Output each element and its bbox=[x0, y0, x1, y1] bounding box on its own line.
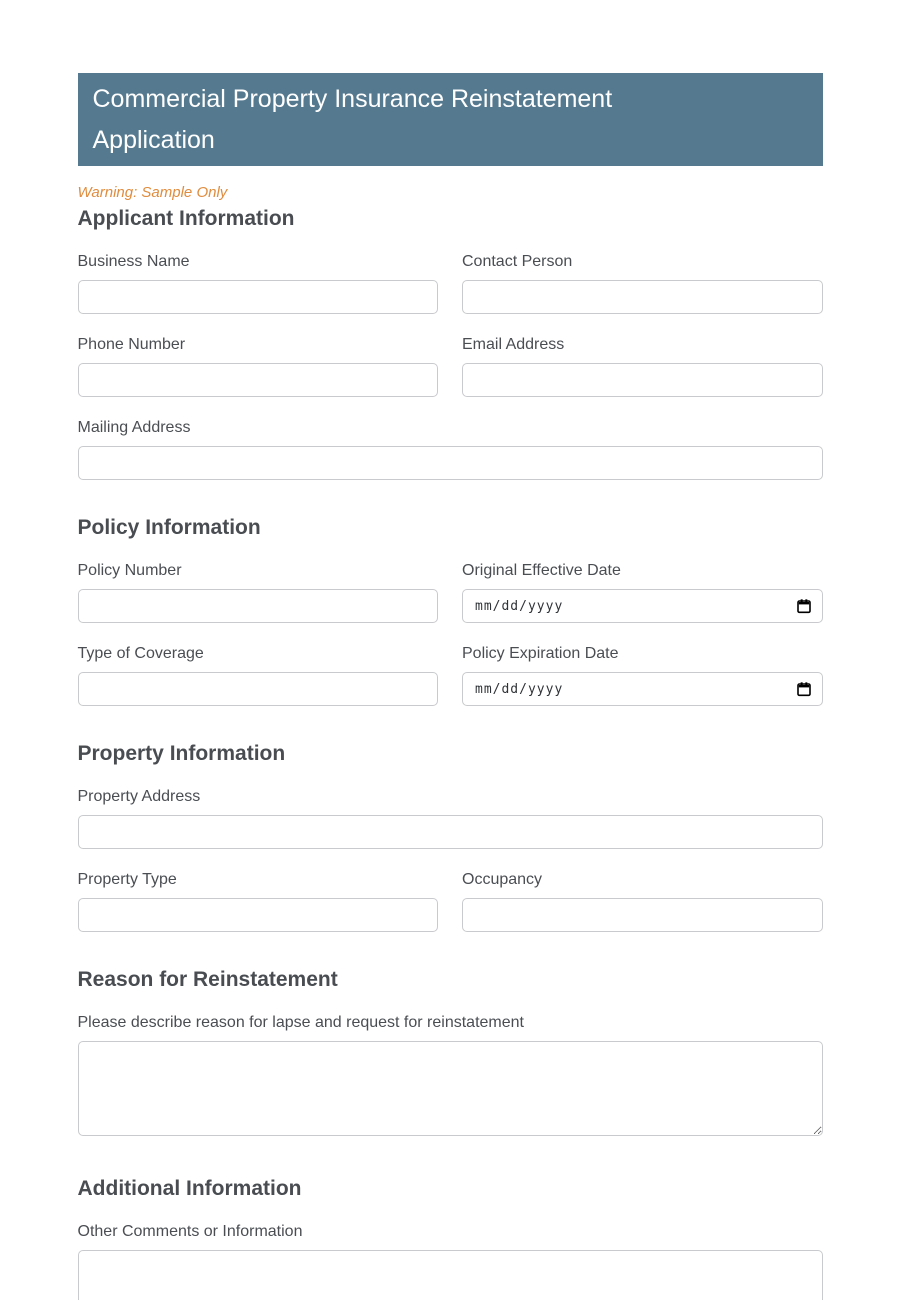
property-address-field-group bbox=[78, 788, 823, 849]
occupancy-input[interactable] bbox=[462, 898, 823, 932]
form-row bbox=[78, 1223, 823, 1300]
email-address-input[interactable] bbox=[462, 363, 823, 397]
mailing-address-input[interactable] bbox=[78, 446, 823, 480]
sample-warning-text: Warning: Sample Only bbox=[77, 184, 228, 201]
type-of-coverage-input[interactable] bbox=[78, 672, 439, 706]
other-comments-textarea[interactable] bbox=[78, 1250, 823, 1300]
property-type-input[interactable] bbox=[78, 898, 439, 932]
form-row bbox=[78, 871, 823, 932]
property-address-input[interactable] bbox=[78, 815, 823, 849]
form-row bbox=[78, 419, 823, 480]
form-row bbox=[78, 788, 823, 849]
property-address-label: Property Address bbox=[77, 788, 201, 805]
other-comments-label: Other Comments or Information bbox=[77, 1223, 303, 1240]
reason-description-field-group bbox=[78, 1014, 823, 1141]
business-name-label: Business Name bbox=[77, 253, 190, 270]
email-address-label: Email Address bbox=[462, 336, 565, 353]
contact-person-label: Contact Person bbox=[462, 253, 573, 270]
section-title-reason-for-reinstatement: Reason for Reinstatement bbox=[77, 968, 338, 991]
calendar-icon[interactable] bbox=[796, 681, 812, 697]
form-title-banner bbox=[78, 73, 823, 166]
policy-expiration-date-field-group bbox=[462, 645, 823, 706]
policy-expiration-date-input[interactable] bbox=[462, 672, 823, 706]
form-container bbox=[78, 0, 823, 1300]
occupancy-label: Occupancy bbox=[462, 871, 543, 888]
property-type-field-group bbox=[78, 871, 439, 932]
section-title-property-information: Property Information bbox=[77, 742, 286, 765]
policy-number-field-group bbox=[78, 562, 439, 623]
phone-number-label: Phone Number bbox=[77, 336, 186, 353]
original-effective-date-field-group bbox=[462, 562, 823, 623]
reason-description-label: Please describe reason for lapse and request for reinstatement bbox=[77, 1014, 524, 1031]
form-title: Commercial Property Insurance Reinstatement Application bbox=[92, 84, 613, 154]
occupancy-field-group bbox=[462, 871, 823, 932]
form-row bbox=[78, 1014, 823, 1141]
contact-person-input[interactable] bbox=[462, 280, 823, 314]
mailing-address-label: Mailing Address bbox=[77, 419, 191, 436]
calendar-icon[interactable] bbox=[796, 598, 812, 614]
section-title-additional-information: Additional Information bbox=[77, 1177, 302, 1200]
date-placeholder-text: mm/dd/yyyy bbox=[475, 598, 564, 614]
reason-description-textarea[interactable] bbox=[78, 1041, 823, 1136]
policy-expiration-date-label: Policy Expiration Date bbox=[462, 645, 619, 662]
business-name-input[interactable] bbox=[78, 280, 439, 314]
original-effective-date-input[interactable] bbox=[462, 589, 823, 623]
other-comments-field-group bbox=[78, 1223, 823, 1300]
mailing-address-field-group bbox=[78, 419, 823, 480]
form-row bbox=[78, 336, 823, 397]
form-row bbox=[78, 645, 823, 706]
form-row bbox=[78, 253, 823, 314]
phone-number-field-group bbox=[78, 336, 439, 397]
type-of-coverage-label: Type of Coverage bbox=[77, 645, 204, 662]
date-placeholder-text: mm/dd/yyyy bbox=[475, 681, 564, 697]
contact-person-field-group bbox=[462, 253, 823, 314]
section-title-policy-information: Policy Information bbox=[77, 516, 261, 539]
original-effective-date-label: Original Effective Date bbox=[462, 562, 621, 579]
section-title-applicant-information: Applicant Information bbox=[77, 207, 295, 230]
form-row bbox=[78, 562, 823, 623]
email-address-field-group bbox=[462, 336, 823, 397]
policy-number-input[interactable] bbox=[78, 589, 439, 623]
property-type-label: Property Type bbox=[77, 871, 177, 888]
phone-number-input[interactable] bbox=[78, 363, 439, 397]
business-name-field-group bbox=[78, 253, 439, 314]
policy-number-label: Policy Number bbox=[77, 562, 182, 579]
type-of-coverage-field-group bbox=[78, 645, 439, 706]
